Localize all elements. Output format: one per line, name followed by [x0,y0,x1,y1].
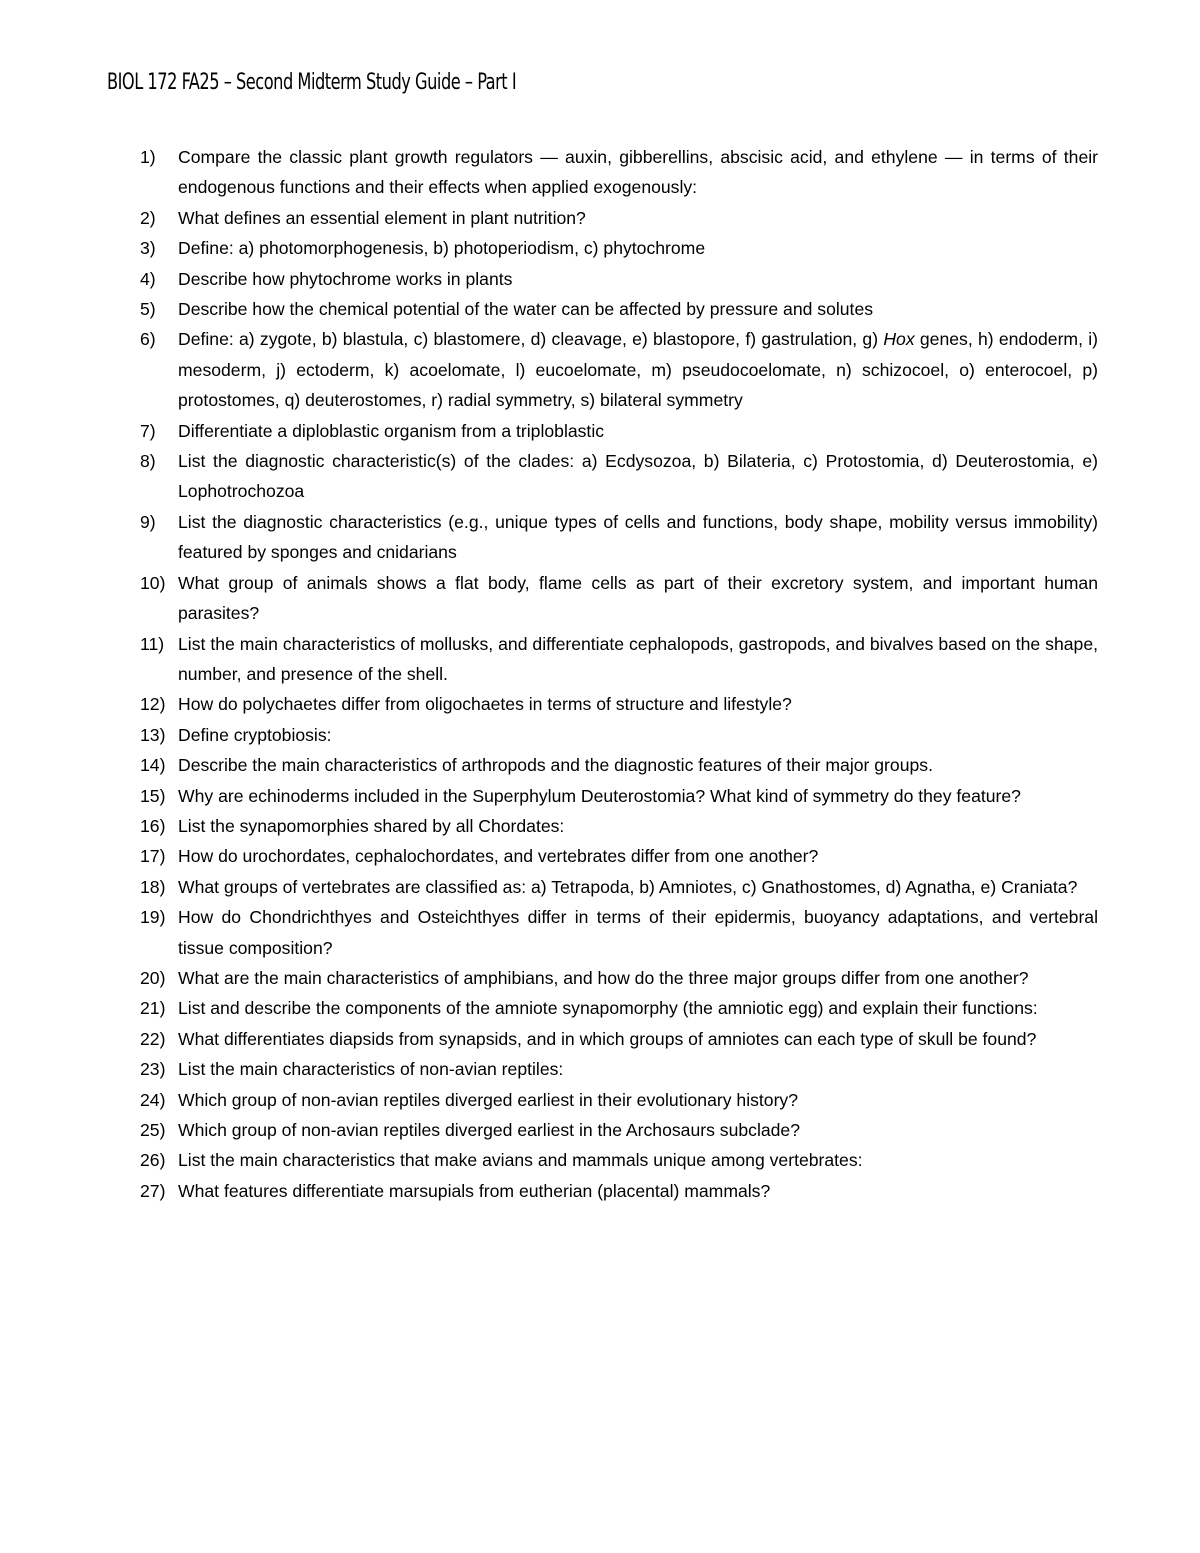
question-13 [140,720,1098,750]
question-text: List and describe the components of the amniote synapomorphy (the amniotic egg) and explain their functions: [178,998,1038,1019]
question-list [140,142,1098,1206]
question-20 [140,963,1098,993]
question-number: 24) [140,1089,166,1110]
question-text: List the diagnostic characteristic(s) of the clades: a) Ecdysozoa, b) Bilateria, c) Protostomia, d) Deuterostomia, e) Lophotrochozoa [178,451,1098,502]
question-27 [140,1176,1098,1206]
question-number: 17) [140,846,166,867]
question-text: List the main characteristics of non-avian reptiles: [178,1059,564,1080]
question-number: 14) [140,755,166,776]
question-text: How do Chondrichthyes and Osteichthyes differ in terms of their epidermis, buoyancy adaptations, and vertebral tissue composition? [178,907,1098,958]
question-number: 2) [140,207,156,228]
question-26 [140,1145,1098,1175]
question-text: What groups of vertebrates are classified as: a) Tetrapoda, b) Amniotes, c) Gnathostomes, d) Agnatha, e) Craniata? [178,876,1078,897]
question-text: Define: a) photomorphogenesis, b) photoperiodism, c) phytochrome [178,238,706,259]
question-text: How do polychaetes differ from oligochaetes in terms of structure and lifestyle? [178,694,792,715]
question-25 [140,1115,1098,1145]
question-text: What group of animals shows a flat body, flame cells as part of their excretory system, and important human parasites? [178,572,1098,624]
question-number: 12) [140,694,166,715]
question-text-part: genes, h) endoderm, i) mesoderm, j) ectoderm, k) acoelomate, l) eucoelomate, m) pseudocoelomate, n) schizocoel, o) enterocoel, p) protostomes, q) deuterostomes, r) radial symmetry, s) bilateral symmetry [178,329,1098,411]
question-text-part: Define: a) zygote, b) blastula, c) blastomere, d) cleavage, e) blastopore, f) gastrulation, g) [178,329,884,350]
question-number: 9) [140,511,156,532]
question-number: 7) [140,420,156,441]
document-title: BIOL 172 FA25 – Second Midterm Study Guide – Part I [107,70,517,95]
question-text: Describe the main characteristics of arthropods and the diagnostic features of their major groups. [178,755,933,776]
question-text: List the synapomorphies shared by all Chordates: [178,815,565,836]
question-17 [140,841,1098,871]
question-number: 6) [140,329,156,350]
question-number: 16) [140,815,166,836]
question-5 [140,294,1098,324]
question-text: What differentiates diapsids from synapsids, and in which groups of amniotes can each type of skull be found? [178,1028,1037,1049]
question-number: 21) [140,998,166,1019]
question-8 [140,446,1098,507]
question-11 [140,629,1098,690]
question-16 [140,811,1098,841]
question-number: 19) [140,907,166,928]
question-3 [140,233,1098,263]
question-number: 15) [140,785,166,806]
question-text: Differentiate a diploblastic organism from a triploblastic [178,420,605,441]
question-text: Describe how phytochrome works in plants [178,268,513,289]
question-text: Compare the classic plant growth regulators — auxin, gibberellins, abscisic acid, and ethylene — in terms of their endogenous functions and their effects when applied exogenously: [178,147,1098,198]
question-text: What are the main characteristics of amphibians, and how do the three major groups differ from one another? [178,967,1029,988]
question-21 [140,993,1098,1023]
question-text-italic: Hox [883,329,915,350]
question-number: 27) [140,1180,166,1201]
question-15 [140,781,1098,811]
question-number: 8) [140,451,156,472]
question-number: 25) [140,1120,166,1140]
question-7 [140,416,1098,446]
question-text: Describe how the chemical potential of the water can be affected by pressure and solutes [178,299,874,320]
question-text: Why are echinoderms included in the Superphylum Deuterostomia? What kind of symmetry do they feature? [178,785,1021,806]
question-text: What defines an essential element in plant nutrition? [178,207,586,228]
question-text [178,329,1098,410]
question-text: Which group of non-avian reptiles diverged earliest in the Archosaurs subclade? [178,1120,801,1140]
question-text: How do urochordates, cephalochordates, and vertebrates differ from one another? [178,846,819,867]
question-14 [140,750,1098,780]
question-number: 5) [140,299,156,320]
question-1 [140,142,1098,203]
question-number: 20) [140,967,166,988]
question-number: 22) [140,1028,166,1049]
question-text: Define cryptobiosis: [178,724,332,745]
question-number: 18) [140,876,166,897]
question-22 [140,1024,1098,1054]
question-19 [140,902,1098,963]
question-number: 11) [140,633,165,654]
question-text: List the main characteristics of mollusks, and differentiate cephalopods, gastropods, and bivalves based on the shape, number, and presence of the shell. [178,633,1098,684]
question-number: 4) [140,268,156,289]
question-24 [140,1085,1098,1115]
question-number: 23) [140,1059,166,1080]
question-4 [140,264,1098,294]
question-6 [140,324,1098,415]
question-text: Which group of non-avian reptiles diverged earliest in their evolutionary history? [178,1089,799,1110]
question-number: 1) [140,147,156,167]
question-12 [140,689,1098,719]
question-text: List the diagnostic characteristics (e.g., unique types of cells and functions, body shape, mobility versus immobility) featured by sponges and cnidarians [178,511,1098,563]
question-number: 3) [140,238,156,259]
question-text: What features differentiate marsupials from eutherian (placental) mammals? [178,1180,771,1201]
question-number: 26) [140,1150,166,1171]
question-2 [140,203,1098,233]
question-23 [140,1054,1098,1084]
question-text: List the main characteristics that make avians and mammals unique among vertebrates: [178,1150,863,1171]
question-10 [140,568,1098,629]
question-9 [140,507,1098,568]
question-number: 10) [140,572,166,593]
question-number: 13) [140,724,166,745]
question-18 [140,872,1098,902]
